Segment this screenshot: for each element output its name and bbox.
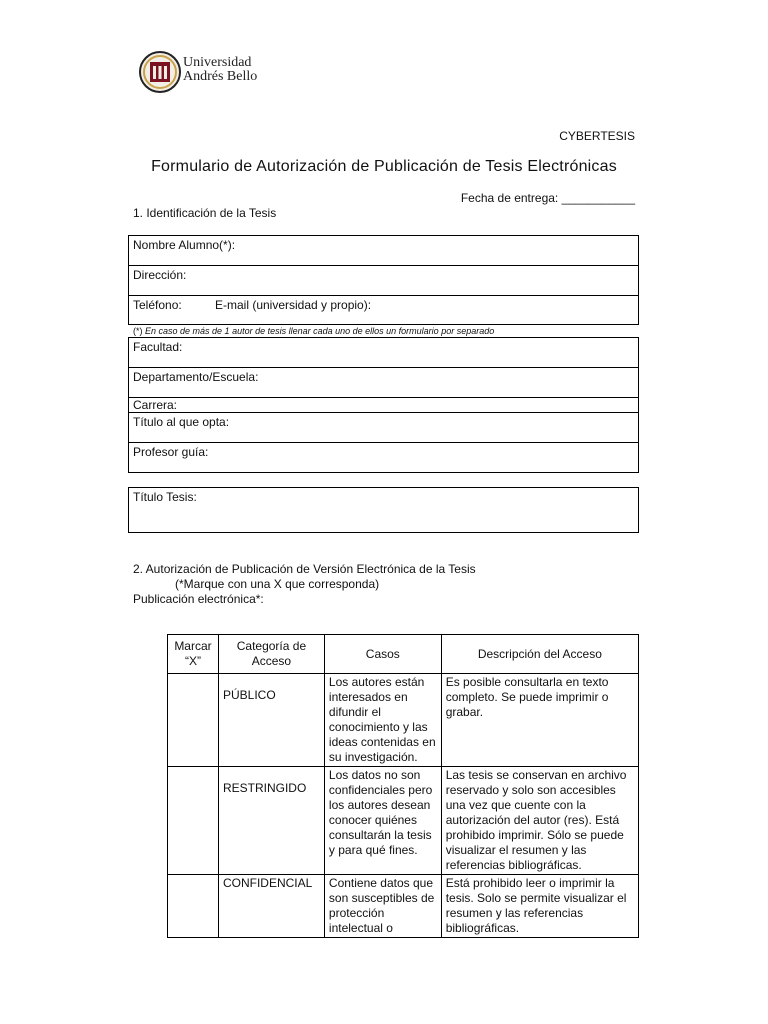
header-categoria: Categoría de Acceso	[218, 635, 324, 674]
university-crest-icon	[139, 48, 181, 96]
section2-instruction: (*Marque con una X que corresponda)	[175, 577, 380, 591]
note-prefix: (*)	[133, 326, 143, 336]
titulo-tesis-field[interactable]: Título Tesis:	[133, 490, 197, 504]
mark-cell-confidencial[interactable]	[168, 875, 219, 938]
publicacion-electronica-label: Publicación electrónica*:	[133, 592, 264, 606]
description-cell: Está prohibido leer o imprimir la tesis. Solo se permite visualizar el resumen y las referencias bibliográficas.	[441, 875, 638, 938]
nombre-alumno-field[interactable]: Nombre Alumno(*):	[129, 236, 638, 266]
cases-cell: Contiene datos que son susceptibles de protección intelectual o	[324, 875, 441, 938]
facultad-field[interactable]: Facultad:	[129, 338, 638, 368]
university-name	[183, 56, 257, 84]
mark-cell-restringido[interactable]	[168, 767, 219, 875]
category-cell: PÚBLICO	[218, 674, 324, 767]
telefono-email-row[interactable]	[129, 296, 638, 324]
cases-cell: Los autores están interesados en difundir el conocimiento y las ideas contenidas en su investigación.	[324, 674, 441, 767]
category-cell: CONFIDENCIAL	[218, 875, 324, 938]
profesor-guia-field[interactable]: Profesor guía:	[133, 445, 209, 459]
header-marcar: Marcar “X”	[168, 635, 219, 674]
description-cell: Es posible consultarla en texto completo. Se puede imprimir o grabar.	[441, 674, 638, 767]
header-casos: Casos	[324, 635, 441, 674]
telefono-label: Teléfono:	[133, 298, 182, 312]
mark-cell-publico[interactable]	[168, 674, 219, 767]
access-table	[167, 634, 639, 938]
direccion-field[interactable]: Dirección:	[129, 266, 638, 296]
table-row	[168, 767, 639, 875]
table-header-row	[168, 635, 639, 674]
email-label: E-mail (universidad y propio):	[215, 298, 372, 312]
description-cell: Las tesis se conservan en archivo reservado y solo son accesibles una vez que cuente con la autorización del autor (res). Está prohibido imprimir. Sólo se puede visualizar el resumen y las referencias bibliográficas.	[441, 767, 638, 875]
fecha-entrega-field[interactable]: Fecha de entrega: ___________	[460, 191, 635, 205]
carrera-field[interactable]: Carrera:	[133, 398, 178, 412]
table-row	[168, 674, 639, 767]
degree-box	[128, 412, 639, 473]
category-cell: RESTRINGIDO	[218, 767, 324, 875]
faculty-box	[128, 337, 639, 413]
titulo-opta-field[interactable]: Título al que opta:	[129, 413, 638, 443]
university-name-line1: Universidad	[183, 55, 252, 70]
header-descripcion: Descripción del Acceso	[441, 635, 638, 674]
section2-heading: 2. Autorización de Publicación de Versión Electrónica de la Tesis	[133, 562, 476, 576]
section1-heading: 1. Identificación de la Tesis	[133, 206, 277, 220]
student-info-box	[128, 235, 639, 325]
note-text: En caso de más de 1 autor de tesis llenar cada uno de ellos un formulario por separado	[145, 326, 495, 336]
university-name-line2: Andrés Bello	[183, 69, 258, 84]
multiple-authors-note	[133, 326, 494, 336]
form-title: Formulario de Autorización de Publicación de Tesis Electrónicas	[151, 158, 617, 175]
cases-cell: Los datos no son confidenciales pero los autores desean conocer quiénes consultarán la tesis y para qué fines.	[324, 767, 441, 875]
cybertesis-label: CYBERTESIS	[559, 129, 635, 143]
thesis-title-box	[128, 487, 639, 533]
departamento-field[interactable]: Departamento/Escuela:	[129, 368, 638, 398]
table-row	[168, 875, 639, 938]
